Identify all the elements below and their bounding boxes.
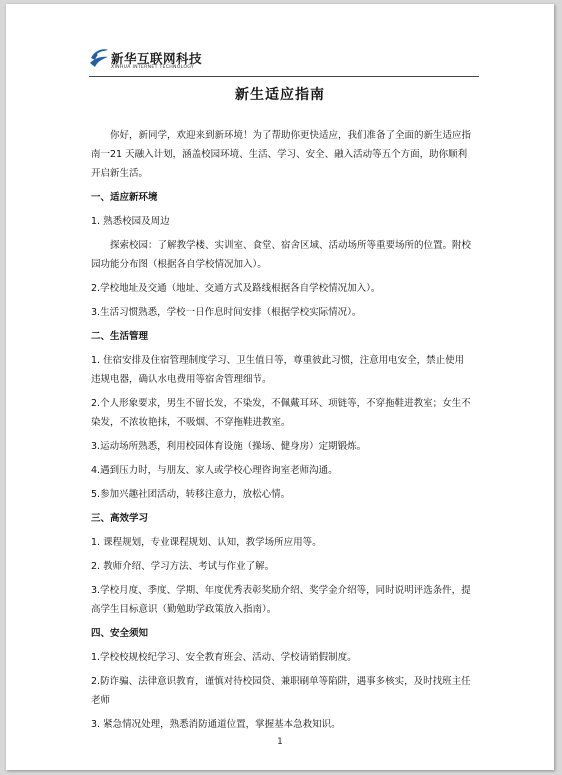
list-item: 探索校园：了解教学楼、实训室、食堂、宿舍区域、活动场所等重要场所的位置。附校园功能分布图（根据各自学校情况加入）。 <box>91 240 472 270</box>
logo-english-name: XINHUA INTERNET TECHNOLOGY <box>111 65 195 70</box>
list-item: 3.运动场所熟悉，利用校园体育设施（操场、健身房）定期锻炼。 <box>91 441 367 452</box>
intro-paragraph: 你好，新同学，欢迎来到新环境！为了帮助你更快适应，我们准备了全面的新生适应指南一21 天融入计划，涵盖校园环境、生活、学习、安全、融入活动等五个方面，助你顺利开启新生活。 <box>91 130 472 179</box>
list-item: 1.学校校规校纪学习、安全教育班会、活动、学校请销假制度。 <box>91 652 357 663</box>
xinhua-logo-icon <box>89 46 109 68</box>
header-divider <box>89 76 479 77</box>
section-heading-safety: 四、安全须知 <box>91 628 149 639</box>
section-heading-environment: 一、适应新环境 <box>91 192 158 203</box>
list-item: 3.学校月度、季度、学期、年度优秀表彰奖励介绍、奖学金介绍等，同时说明评选条件，提高学生目标意识（勤勉助学政策放入指南）。 <box>91 585 471 615</box>
list-item: 3.生活习惯熟悉，学校一日作息时间安排（根据学校实际情况）。 <box>91 307 362 318</box>
list-item: 2.个人形象要求，男生不留长发，不染发，不佩戴耳环、项链等，不穿拖鞋进教室；女生不染发，不浓妆艳抹，不吸烟、不穿拖鞋进教室。 <box>91 398 471 428</box>
section-heading-study: 三、高效学习 <box>91 513 149 524</box>
page-title: 新生适应指南 <box>235 87 325 103</box>
document-body <box>91 126 473 734</box>
page-header <box>89 46 479 78</box>
list-item: 4.遇到压力时，与朋友、家人或学校心理咨询室老师沟通。 <box>91 465 338 476</box>
list-item: 1. 课程规划，专业课程规划、认知，教学场所应用等。 <box>91 537 322 548</box>
section-heading-life: 二、生活管理 <box>91 331 149 342</box>
list-item: 3. 紧急情况处理，熟悉消防通道位置，掌握基本急救知识。 <box>91 719 341 730</box>
logo-chinese-name: 新华互联网科技 <box>111 51 203 66</box>
list-item: 2.防诈骗、法律意识教育，谨慎对待校园贷、兼职刷单等陷阱，遇事多核实，及时找班主任老师 <box>91 676 471 706</box>
list-item: 1. 熟悉校园及周边 <box>91 216 170 227</box>
page-number: 1 <box>277 737 283 747</box>
list-item: 2. 教师介绍、学习方法、考试与作业了解。 <box>91 561 275 572</box>
document-page <box>6 4 554 770</box>
list-item: 2.学校地址及交通（地址、交通方式及路线根据各自学校情况加入）。 <box>91 283 381 294</box>
list-item: 1. 住宿安排及住宿管理制度学习、卫生值日等，尊重彼此习惯，注意用电安全，禁止使用违规电器，确认水电费用等宿舍管理细节。 <box>91 355 465 385</box>
list-item: 5.参加兴趣社团活动，转移注意力，放松心情。 <box>91 489 291 500</box>
